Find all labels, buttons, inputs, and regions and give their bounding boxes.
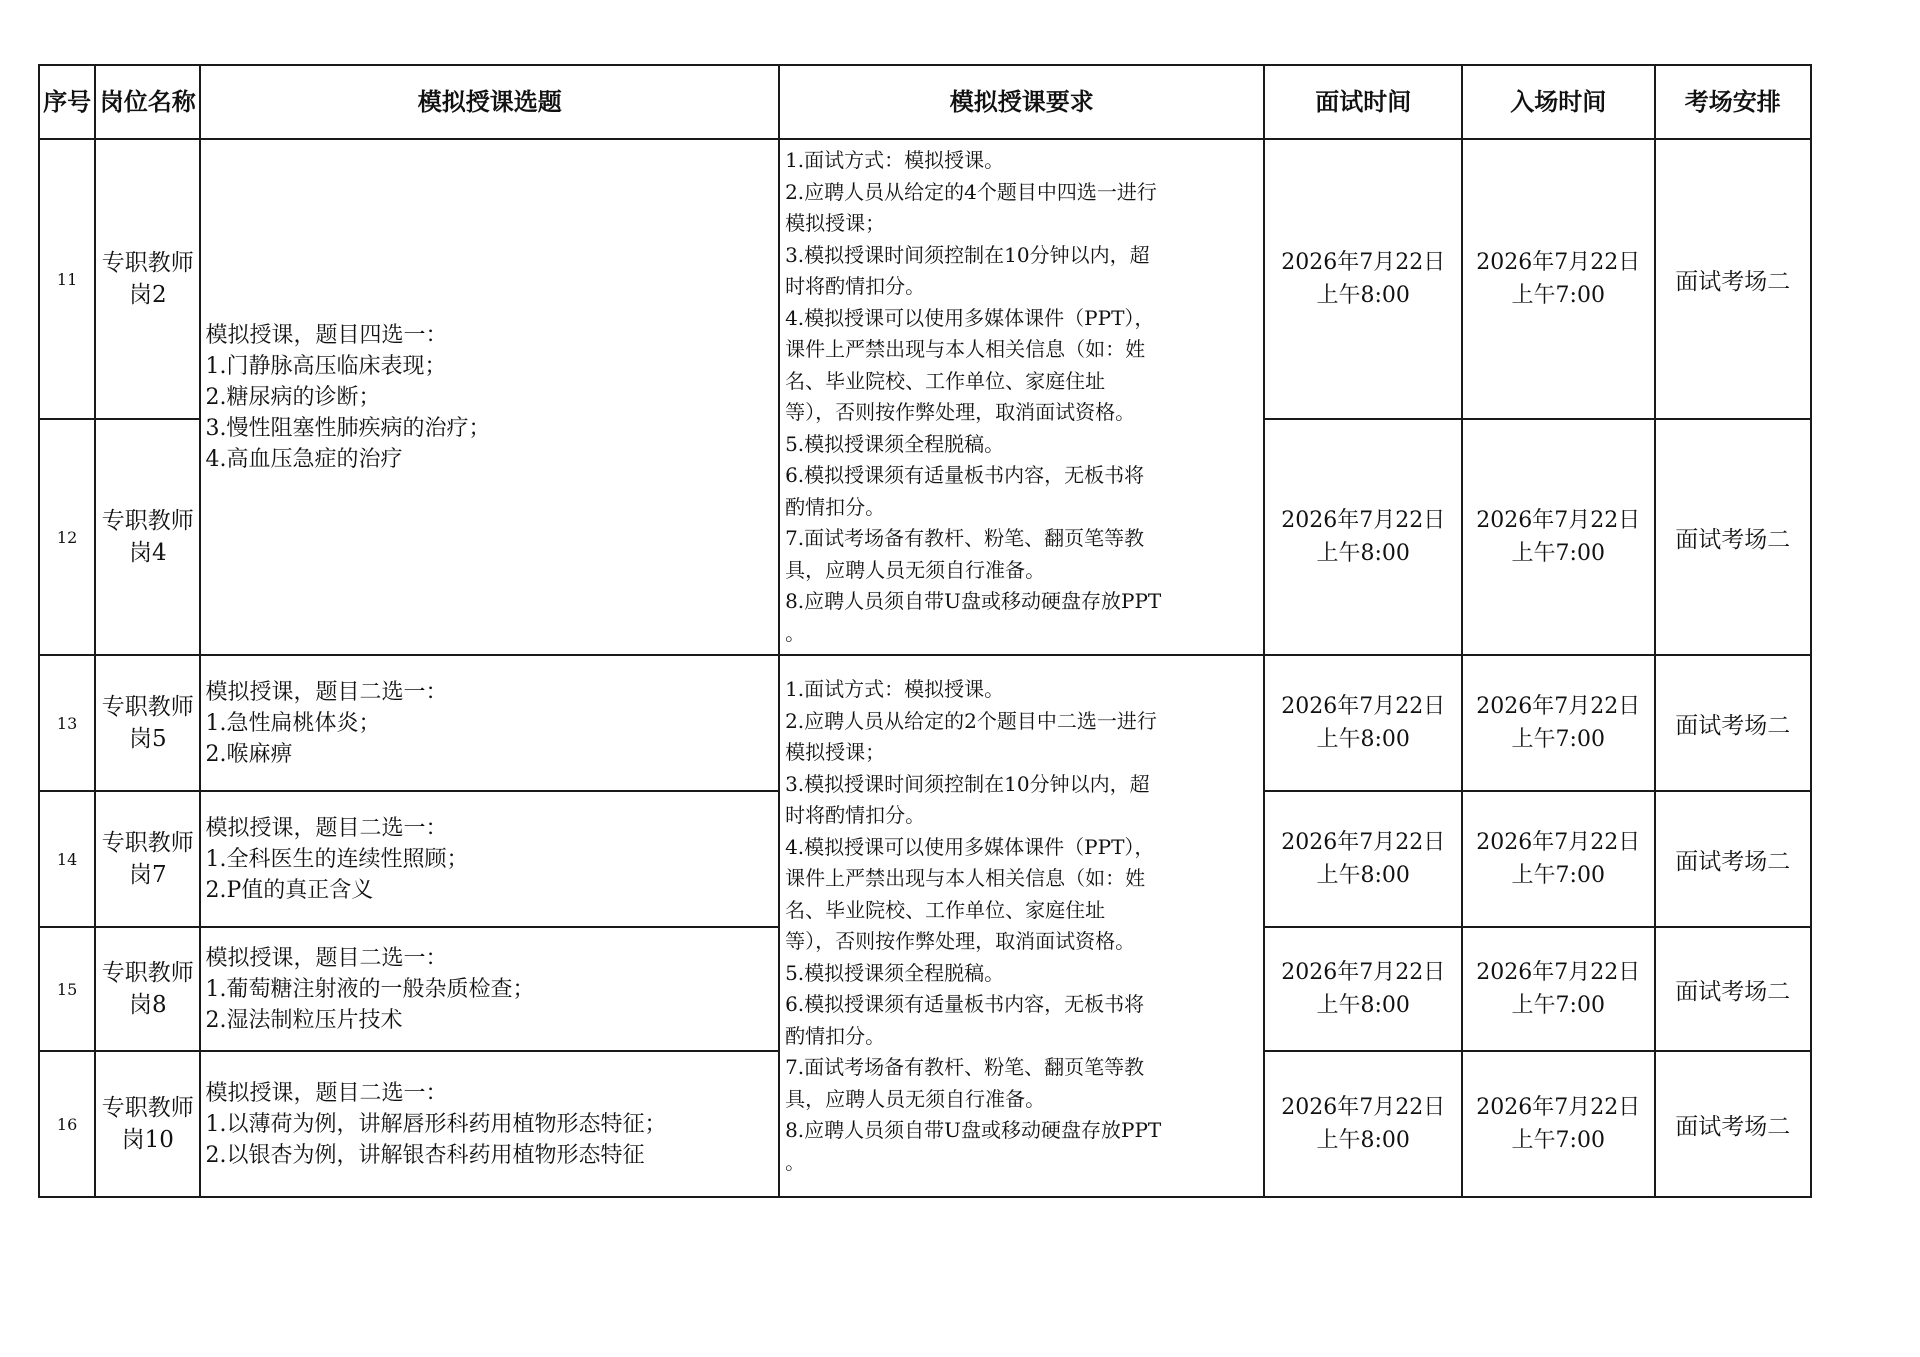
topic-cell	[200, 791, 779, 927]
entry-time-cell	[1462, 927, 1655, 1051]
topic-line: 3.慢性阻塞性肺疾病的治疗；	[205, 415, 491, 441]
header-topic: 模拟授课选题	[200, 65, 779, 139]
interview-date: 2026年7月22日	[1281, 830, 1446, 855]
requirement-line: 具，应聘人员无须自行准备。	[785, 1086, 1046, 1111]
requirement-line: 7.面试考场备有教杆、粉笔、翻页笔等教	[785, 1055, 1145, 1079]
requirement-line: 5.模拟授课须全程脱稿。	[785, 960, 1005, 985]
entry-time-cell	[1462, 419, 1655, 655]
entry-date: 2026年7月22日	[1476, 694, 1641, 719]
entry-clock: 上午7:00	[1511, 863, 1605, 888]
topic-line: 模拟授课，题目二选一：	[205, 815, 448, 841]
entry-time-cell	[1462, 655, 1655, 791]
topic-line: 1.全科医生的连续性照顾；	[205, 846, 469, 872]
topic-line: 2.P值的真正含义	[205, 877, 374, 903]
post-cell: 专职教师岗2	[95, 139, 200, 419]
requirement-line: 名、毕业院校、工作单位、家庭住址	[785, 368, 1106, 393]
interview-date: 2026年7月22日	[1281, 250, 1446, 275]
post-cell: 专职教师岗4	[95, 419, 200, 655]
room-cell: 面试考场二	[1655, 139, 1811, 419]
requirement-line: 酌情扣分。	[785, 1023, 886, 1048]
entry-date: 2026年7月22日	[1476, 830, 1641, 855]
requirement-line: 3.模拟授课时间须控制在10分钟以内，超	[785, 771, 1150, 796]
requirement-line: 6.模拟授课须有适量板书内容，无板书将	[785, 992, 1145, 1016]
header-post: 岗位名称	[95, 65, 200, 139]
topic-cell	[200, 1051, 779, 1197]
interview-clock: 上午8:00	[1316, 993, 1410, 1018]
requirement-line: 2.应聘人员从给定的4个题目中四选一进行	[785, 179, 1157, 204]
seq-cell: 12	[39, 419, 95, 655]
topic-cell	[200, 927, 779, 1051]
requirement-line: 时将酌情扣分。	[785, 274, 926, 298]
entry-clock: 上午7:00	[1511, 541, 1605, 566]
header-entry-time: 入场时间	[1462, 65, 1655, 139]
requirement-line: 时将酌情扣分。	[785, 803, 926, 827]
header-interview-time: 面试时间	[1264, 65, 1462, 139]
requirement-line: 课件上严禁出现与本人相关信息（如：姓	[785, 337, 1146, 361]
post-cell: 专职教师岗5	[95, 655, 200, 791]
topic-line: 1.以薄荷为例，讲解唇形科药用植物形态特征；	[205, 1111, 667, 1137]
seq-cell: 11	[39, 139, 95, 419]
interview-clock: 上午8:00	[1316, 727, 1410, 752]
requirement-line: 2.应聘人员从给定的2个题目中二选一进行	[785, 708, 1157, 733]
requirement-line: 8.应聘人员须自带U盘或移动硬盘存放PPT	[785, 589, 1162, 613]
interview-clock: 上午8:00	[1316, 283, 1410, 308]
topic-line: 模拟授课，题目二选一：	[205, 679, 448, 705]
requirement-line: 酌情扣分。	[785, 494, 886, 519]
interview-time-cell	[1264, 655, 1462, 791]
room-cell: 面试考场二	[1655, 791, 1811, 927]
requirement-line: 模拟授课；	[785, 211, 886, 235]
table-row	[39, 655, 1811, 791]
topic-line: 2.喉麻痹	[205, 741, 293, 767]
interview-time-cell	[1264, 1051, 1462, 1197]
post-cell: 专职教师岗10	[95, 1051, 200, 1197]
interview-date: 2026年7月22日	[1281, 1095, 1446, 1120]
room-cell: 面试考场二	[1655, 419, 1811, 655]
interview-date: 2026年7月22日	[1281, 694, 1446, 719]
entry-date: 2026年7月22日	[1476, 508, 1641, 533]
entry-date: 2026年7月22日	[1476, 960, 1641, 985]
requirement-line: 等），否则按作弊处理，取消面试资格。	[785, 400, 1136, 424]
interview-clock: 上午8:00	[1316, 863, 1410, 888]
room-cell: 面试考场二	[1655, 927, 1811, 1051]
topic-line: 模拟授课，题目二选一：	[205, 945, 448, 971]
requirements-cell	[779, 655, 1264, 1197]
room-cell: 面试考场二	[1655, 1051, 1811, 1197]
post-cell: 专职教师岗8	[95, 927, 200, 1051]
requirement-line: 6.模拟授课须有适量板书内容，无板书将	[785, 463, 1145, 487]
topic-cell	[200, 139, 779, 655]
requirement-line: 模拟授课；	[785, 740, 886, 764]
entry-clock: 上午7:00	[1511, 283, 1605, 308]
topic-cell	[200, 655, 779, 791]
topic-line: 1.急性扁桃体炎；	[205, 710, 381, 736]
requirement-line: 。	[785, 620, 806, 645]
topic-line: 1.葡萄糖注射液的一般杂质检查；	[205, 976, 535, 1002]
table-row	[39, 139, 1811, 419]
requirement-line: 4.模拟授课可以使用多媒体课件（PPT），	[785, 305, 1155, 330]
schedule-table	[38, 64, 1812, 1198]
seq-cell: 13	[39, 655, 95, 791]
header-requirements: 模拟授课要求	[779, 65, 1264, 139]
requirement-line: 1.面试方式：模拟授课。	[785, 677, 1005, 701]
seq-cell: 16	[39, 1051, 95, 1197]
requirement-line: 4.模拟授课可以使用多媒体课件（PPT），	[785, 834, 1155, 859]
entry-time-cell	[1462, 1051, 1655, 1197]
seq-cell: 14	[39, 791, 95, 927]
post-cell: 专职教师岗7	[95, 791, 200, 927]
requirement-line: 7.面试考场备有教杆、粉笔、翻页笔等教	[785, 526, 1145, 550]
requirement-line: 等），否则按作弊处理，取消面试资格。	[785, 929, 1136, 953]
requirement-line: 3.模拟授课时间须控制在10分钟以内，超	[785, 242, 1150, 267]
entry-time-cell	[1462, 791, 1655, 927]
header-seq: 序号	[39, 65, 95, 139]
topic-line: 4.高血压急症的治疗	[205, 446, 403, 472]
entry-clock: 上午7:00	[1511, 1128, 1605, 1153]
topic-line: 模拟授课，题目二选一：	[205, 1080, 448, 1106]
requirement-line: 名、毕业院校、工作单位、家庭住址	[785, 897, 1106, 922]
interview-clock: 上午8:00	[1316, 541, 1410, 566]
interview-date: 2026年7月22日	[1281, 508, 1446, 533]
seq-cell: 15	[39, 927, 95, 1051]
topic-line: 1.门静脉高压临床表现；	[205, 353, 447, 379]
requirement-line: 具，应聘人员无须自行准备。	[785, 557, 1046, 582]
topic-line: 2.糖尿病的诊断；	[205, 384, 381, 410]
entry-date: 2026年7月22日	[1476, 1095, 1641, 1120]
requirement-line: 课件上严禁出现与本人相关信息（如：姓	[785, 866, 1146, 890]
requirement-line: 1.面试方式：模拟授课。	[785, 148, 1005, 172]
topic-line: 模拟授课，题目四选一：	[205, 322, 448, 348]
entry-time-cell	[1462, 139, 1655, 419]
header-room: 考场安排	[1655, 65, 1811, 139]
requirement-line: 。	[785, 1149, 806, 1174]
requirements-cell	[779, 139, 1264, 655]
interview-date: 2026年7月22日	[1281, 960, 1446, 985]
entry-date: 2026年7月22日	[1476, 250, 1641, 275]
header-row	[39, 65, 1811, 139]
entry-clock: 上午7:00	[1511, 993, 1605, 1018]
room-cell: 面试考场二	[1655, 655, 1811, 791]
topic-line: 2.湿法制粒压片技术	[205, 1007, 403, 1033]
interview-time-cell	[1264, 791, 1462, 927]
interview-time-cell	[1264, 927, 1462, 1051]
requirement-line: 8.应聘人员须自带U盘或移动硬盘存放PPT	[785, 1118, 1162, 1142]
interview-clock: 上午8:00	[1316, 1128, 1410, 1153]
requirement-line: 5.模拟授课须全程脱稿。	[785, 431, 1005, 456]
interview-time-cell	[1264, 139, 1462, 419]
entry-clock: 上午7:00	[1511, 727, 1605, 752]
topic-line: 2.以银杏为例，讲解银杏科药用植物形态特征	[205, 1142, 645, 1168]
interview-time-cell	[1264, 419, 1462, 655]
